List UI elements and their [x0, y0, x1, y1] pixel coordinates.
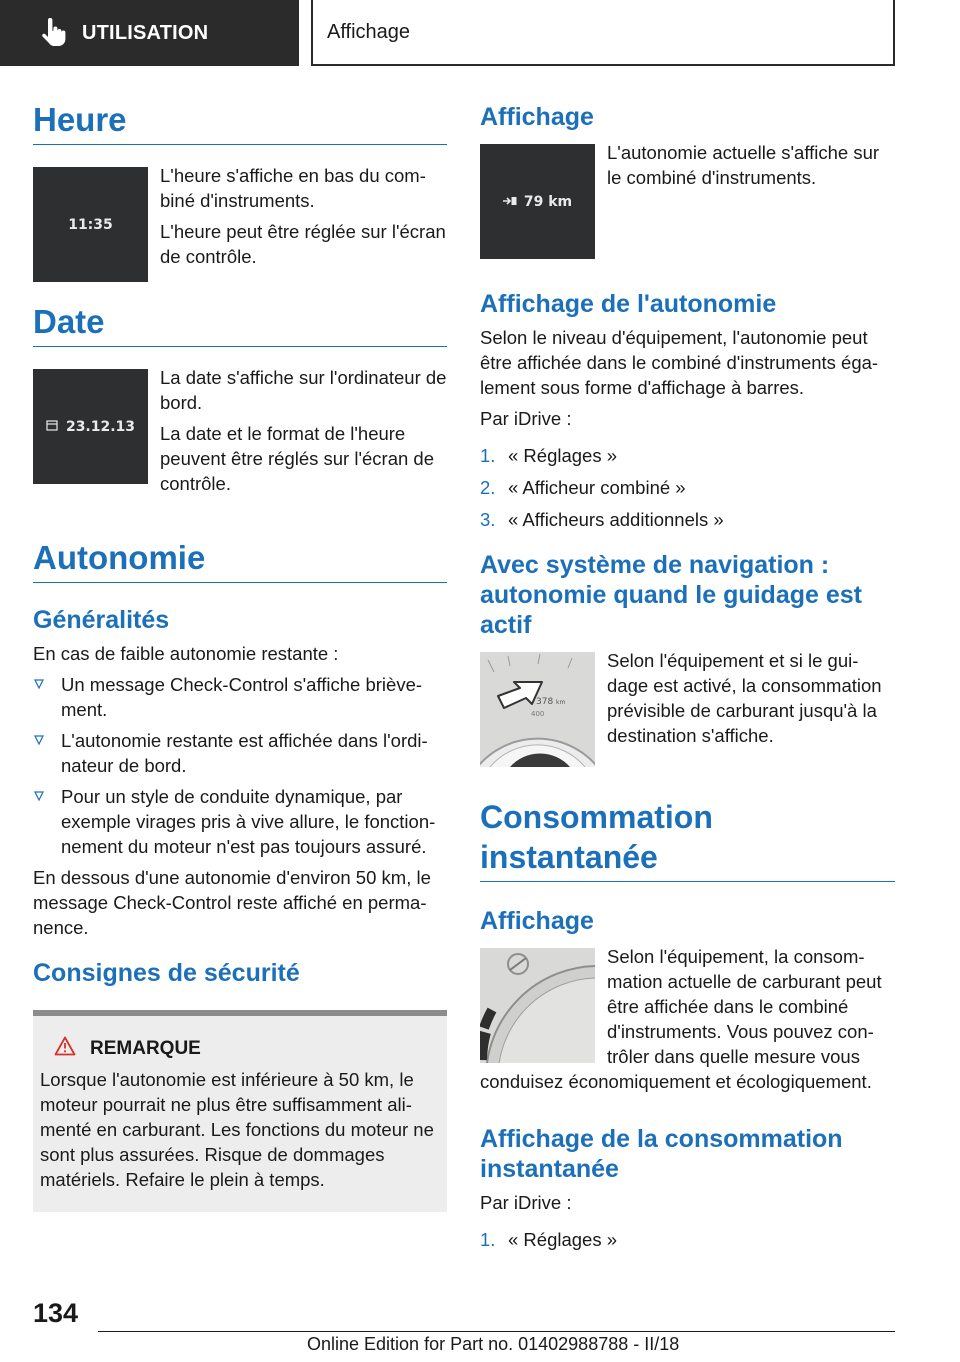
fuel-pump-icon — [503, 194, 517, 210]
left-column — [33, 100, 447, 1212]
generalites-intro: En cas de faible autonomie restante : — [33, 643, 339, 664]
heading-date: Date — [33, 302, 447, 347]
section-tab[interactable] — [0, 0, 299, 66]
heading-affichage: Affichage — [480, 103, 594, 131]
gauge-unit: km — [556, 699, 566, 706]
heading-navigation: Avec système de navigation : autonomie quand le guidage est actif — [480, 551, 862, 639]
date-display-image — [33, 369, 148, 484]
page-number: 134 — [33, 1298, 79, 1328]
heading-autonomie: Autonomie — [33, 538, 447, 583]
heading-affichage-autonomie: Affichage de l'autonomie — [480, 290, 777, 318]
consommation-text: Selon l'équipement, la consom-mation actuelle de carburant peut être affichée dans le combiné d'instruments. Vous pouvez con-trôler dans quelle mesure vous — [607, 946, 882, 1067]
list-item: Un message Check-Control s'affiche briève-ment. — [33, 672, 447, 722]
autonomie-paragraph: En dessous d'une autonomie d'environ 50 km, le message Check-Control reste affiché en perma-nence. — [33, 867, 431, 938]
range-display-text: 79 km — [523, 193, 573, 210]
heading-affichage-consommation: Affichage de la consommation instantanée — [480, 1125, 843, 1183]
footer-rule — [98, 1331, 895, 1332]
clock-display-text: 11:35 — [68, 216, 113, 233]
calendar-icon — [46, 419, 58, 435]
heading-heure: Heure — [33, 100, 447, 145]
list-item: Pour un style de conduite dynamique, par exemple virages pris à vive allure, le fonction-nement du moteur n'est pas toujours assuré. — [33, 784, 447, 859]
heure-block — [33, 167, 447, 282]
list-item: 3. « Afficheurs additionnels » — [480, 509, 724, 530]
navigation-gauge-image — [480, 652, 595, 767]
triangle-bullet-icon — [33, 672, 61, 722]
idrive-label-2: Par iDrive : — [480, 1192, 572, 1213]
date-text-1: La date s'affiche sur l'ordinateur de bord. — [160, 367, 447, 413]
heure-text-1: L'heure s'affiche en bas du com-biné d'instruments. — [160, 165, 426, 211]
heading-generalites: Généralités — [33, 606, 170, 634]
range-display-image — [480, 144, 595, 259]
heading-consommation: Consommation instantanée — [480, 797, 895, 882]
heading-affichage-conso: Affichage — [480, 907, 594, 935]
note-title: REMARQUE — [90, 1037, 201, 1059]
idrive-label: Par iDrive : — [480, 408, 572, 429]
affichage-text: L'autonomie actuelle s'affiche sur le combiné d'instruments. — [607, 142, 880, 188]
date-display-text: 23.12.13 — [65, 418, 136, 435]
date-text-2: La date et le format de l'heure peuvent être réglés sur l'écran de contrôle. — [160, 423, 434, 494]
affichage-autonomie-text: Selon le niveau d'équipement, l'autonomie peut être affichée dans le combiné d'instruments éga-lement sous forme d'affichage à barres. — [480, 327, 879, 398]
list-item: 2. « Afficheur combiné » — [480, 477, 686, 498]
triangle-bullet-icon — [33, 784, 61, 859]
heading-consignes: Consignes de sécurité — [33, 959, 300, 987]
consommation-block — [480, 948, 895, 1069]
right-column — [480, 102, 895, 1259]
date-block — [33, 369, 447, 502]
page-tab[interactable] — [311, 0, 895, 66]
affichage-block — [480, 144, 895, 259]
warning-note — [33, 1010, 447, 1212]
page-label: Affichage — [327, 20, 411, 43]
gauge-value: 378 — [536, 697, 554, 707]
page-header — [0, 0, 960, 66]
consommation-text-cont: conduisez économiquement et écologiquement. — [480, 1071, 872, 1092]
heure-text-2: L'heure peut être réglée sur l'écran de contrôle. — [160, 221, 446, 267]
clock-display-image — [33, 167, 148, 282]
gauge-sub: 400 — [531, 710, 545, 718]
list-item: 1. « Réglages » — [480, 445, 618, 466]
consumption-gauge-image — [480, 948, 595, 1063]
note-text: Lorsque l'autonomie est inférieure à 50 km, le moteur pourrait ne plus être suffisamment ali-menté en carburant. Les fonctions du moteur ne sont plus assurées. Risque de dommages matériels. Refaire le plein à temps. — [40, 1069, 434, 1190]
triangle-bullet-icon — [33, 728, 61, 778]
warning-triangle-icon — [54, 1036, 76, 1061]
hand-pointer-icon — [34, 13, 74, 53]
navigation-block — [480, 652, 895, 767]
navigation-text: Selon l'équipement et si le gui-dage est activé, la consommation prévisible de carburant jusqu'à la destination s'affiche. — [607, 650, 882, 746]
edition-text: Online Edition for Part no. 01402988788 - II/18 — [307, 1334, 680, 1354]
section-label: UTILISATION — [82, 21, 209, 44]
list-item: 1. « Réglages » — [480, 1229, 618, 1250]
list-item: L'autonomie restante est affichée dans l'ordi-nateur de bord. — [33, 728, 447, 778]
